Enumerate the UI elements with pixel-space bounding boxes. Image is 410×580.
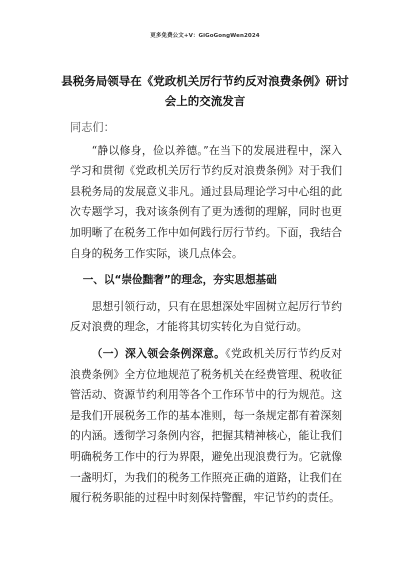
section-1-paragraph: 思想引领行动，只有在思想深处牢固树立起厉行节约反对浪费的理念，才能将其切实转化为自觉行动。 <box>70 299 342 334</box>
section-heading-1: 一、以“崇俭黜奢”的理念，夯实思想基础 <box>82 274 277 287</box>
salutation: 同志们： <box>70 121 115 134</box>
subsection-1-paragraph <box>70 344 342 509</box>
header-note: 更多免费公文+V：GiGoGongWen2024 <box>150 33 260 39</box>
subsection-1-label: （一）深入领会条例深意。 <box>91 346 226 360</box>
subsection-1-text: 《党政机关厉行节约反对浪费条例》全方位地规范了税务机关在经费管理、税收征管活动、资源节约利用等各个工作环节中的行为规范。这是我们开展税务工作的基本准则，每一条规定都有着深刻的内涵。透彻学习条例内容，把握其精神核心，能让我们明确税务工作中的行为界限，避免出现浪费行为。它就像一盏明灯，为我们的税务工作照亮正确的道路，让我们在履行税务职能的过程中时刻保持警醒，牢记节约的责任。 <box>70 346 342 505</box>
document-title: 县税务局领导在《党政机关厉行节约反对浪费条例》研讨会上的交流发言 <box>61 74 349 108</box>
document-body <box>70 118 342 509</box>
intro-paragraph: “静以修身，俭以养德。”在当下的发展进程中，深入学习和贯彻《党政机关厉行节约反对浪费条例》对于我们县税务局的发展意义非凡。通过县局理论学习中心组的此次专题学习，我对该条例有了更为透彻的理解，同时也更加明晰了在税务工作中如何践行厉行节约。下面，我结合自身的税务工作实际，谈几点体会。 <box>70 143 342 260</box>
